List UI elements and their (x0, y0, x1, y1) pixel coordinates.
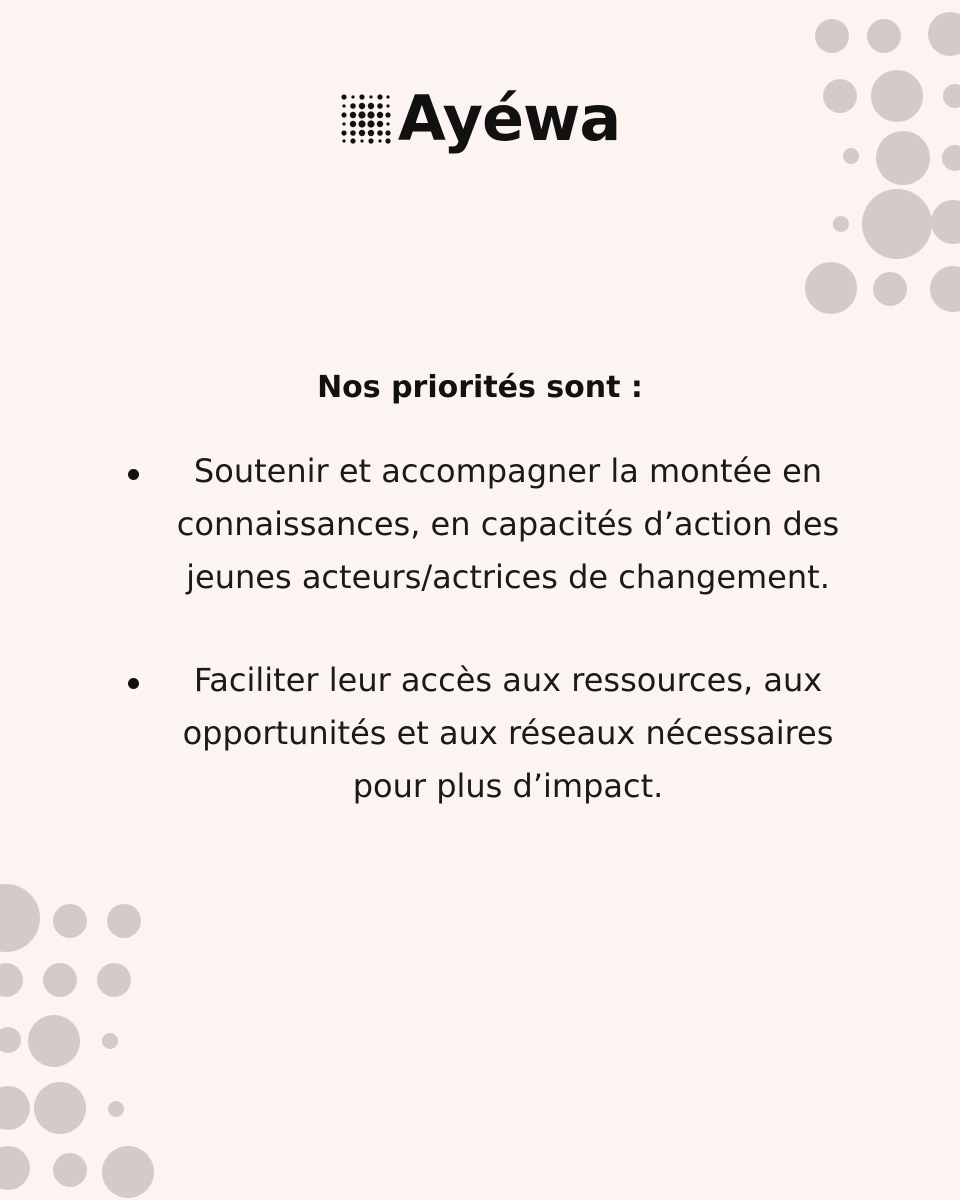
dot-grid-logo-icon (340, 93, 392, 145)
bullet-icon (128, 678, 139, 689)
priorities-list (120, 445, 880, 863)
brand-name: Ayéwa (397, 82, 621, 155)
priority-text: Soutenir et accompagner la montée en connaissances, en capacités d’action des jeunes acteurs/actrices de changement. (176, 452, 840, 596)
bottom-left-dot-cluster (0, 884, 154, 1198)
priority-text: Faciliter leur accès aux ressources, aux opportunités et aux réseaux nécessaires pour plus d’impact. (182, 661, 834, 805)
bullet-icon (128, 469, 139, 480)
priority-item (120, 445, 880, 604)
priorities-heading: Nos priorités sont : (317, 370, 643, 406)
priority-item (120, 654, 880, 813)
top-right-dot-cluster (805, 12, 960, 314)
brand-logo (0, 82, 960, 155)
